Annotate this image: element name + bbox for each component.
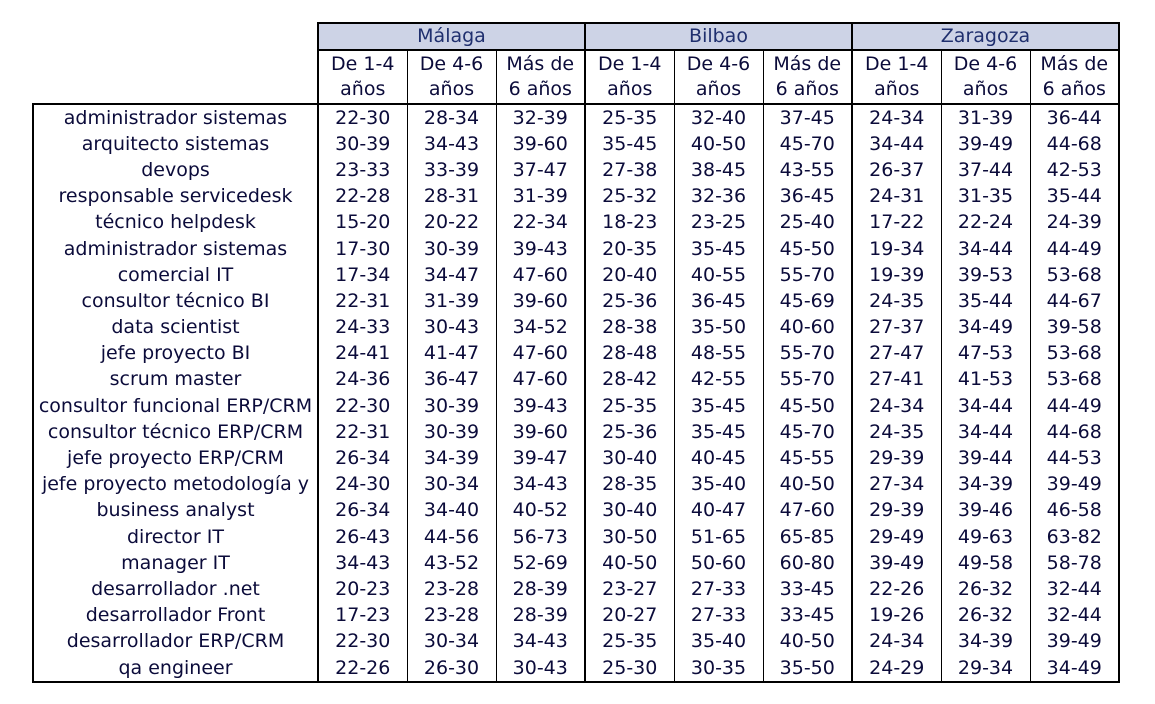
salary-range-cell: 33-45 xyxy=(763,603,852,629)
salary-range-cell: 45-70 xyxy=(763,131,852,157)
salary-range-cell: 60-80 xyxy=(763,550,852,576)
table-row xyxy=(33,315,1119,341)
role-name: comercial IT xyxy=(33,262,318,288)
salary-range-cell: 53-68 xyxy=(1030,262,1119,288)
salary-range-cell: 25-36 xyxy=(585,288,674,314)
salary-range-cell: 26-34 xyxy=(318,498,407,524)
salary-range-cell: 33-39 xyxy=(407,157,496,183)
table-row xyxy=(33,576,1119,602)
salary-range-cell: 44-49 xyxy=(1030,236,1119,262)
role-name: business analyst xyxy=(33,498,318,524)
role-name: manager IT xyxy=(33,550,318,576)
salary-range-cell: 26-32 xyxy=(941,603,1030,629)
salary-range-cell: 34-49 xyxy=(941,315,1030,341)
experience-range-label-line: Más de xyxy=(1040,53,1109,75)
table-row xyxy=(33,603,1119,629)
salary-range-cell: 42-53 xyxy=(1030,157,1119,183)
salary-range-cell: 35-44 xyxy=(1030,184,1119,210)
salary-range-cell: 18-23 xyxy=(585,210,674,236)
salary-range-cell: 28-35 xyxy=(585,472,674,498)
salary-range-cell: 45-69 xyxy=(763,288,852,314)
salary-range-cell: 32-39 xyxy=(496,104,585,131)
salary-range-cell: 34-49 xyxy=(1030,655,1119,682)
salary-range-cell: 30-43 xyxy=(496,655,585,682)
salary-range-cell: 22-31 xyxy=(318,288,407,314)
salary-range-cell: 30-34 xyxy=(407,472,496,498)
role-name: director IT xyxy=(33,524,318,550)
salary-range-cell: 24-29 xyxy=(852,655,941,682)
salary-range-cell: 31-39 xyxy=(407,288,496,314)
salary-range-cell: 34-44 xyxy=(941,393,1030,419)
salary-range-cell: 24-35 xyxy=(852,419,941,445)
salary-range-cell: 55-70 xyxy=(763,262,852,288)
salary-range-cell: 24-31 xyxy=(852,184,941,210)
salary-range-cell: 26-30 xyxy=(407,655,496,682)
salary-range-cell: 25-35 xyxy=(585,629,674,655)
salary-range-cell: 58-78 xyxy=(1030,550,1119,576)
salary-range-cell: 39-43 xyxy=(496,236,585,262)
salary-range-cell: 20-23 xyxy=(318,576,407,602)
salary-range-cell: 17-34 xyxy=(318,262,407,288)
salary-range-cell: 39-53 xyxy=(941,262,1030,288)
salary-range-cell: 37-44 xyxy=(941,157,1030,183)
experience-range-header xyxy=(941,50,1030,104)
table-row xyxy=(33,550,1119,576)
salary-range-cell: 36-45 xyxy=(763,184,852,210)
salary-range-cell: 39-60 xyxy=(496,419,585,445)
salary-range-cell: 23-33 xyxy=(318,157,407,183)
table-row xyxy=(33,524,1119,550)
city-header-row xyxy=(33,23,1119,50)
city-header-zaragoza: Zaragoza xyxy=(852,23,1119,50)
salary-range-cell: 50-60 xyxy=(674,550,763,576)
table-row xyxy=(33,184,1119,210)
salary-range-cell: 41-47 xyxy=(407,341,496,367)
experience-range-label-line: 6 años xyxy=(1042,78,1106,100)
role-name: desarrollador .net xyxy=(33,576,318,602)
salary-range-cell: 20-40 xyxy=(585,262,674,288)
table-row xyxy=(33,498,1119,524)
role-name: técnico helpdesk xyxy=(33,210,318,236)
salary-range-cell: 24-33 xyxy=(318,315,407,341)
salary-range-cell: 35-45 xyxy=(674,419,763,445)
salary-range-cell: 39-49 xyxy=(852,550,941,576)
salary-range-cell: 45-50 xyxy=(763,236,852,262)
role-name: administrador sistemas xyxy=(33,104,318,131)
salary-range-cell: 34-43 xyxy=(407,131,496,157)
table-row xyxy=(33,131,1119,157)
salary-range-cell: 34-44 xyxy=(941,419,1030,445)
salary-range-cell: 25-35 xyxy=(585,393,674,419)
salary-range-cell: 30-50 xyxy=(585,524,674,550)
salary-range-cell: 32-44 xyxy=(1030,576,1119,602)
table-row xyxy=(33,288,1119,314)
salary-range-cell: 22-31 xyxy=(318,419,407,445)
role-name: consultor funcional ERP/CRM xyxy=(33,393,318,419)
experience-range-label-line: De 4-6 xyxy=(419,53,484,75)
salary-range-cell: 36-47 xyxy=(407,367,496,393)
salary-range-cell: 24-34 xyxy=(852,393,941,419)
salary-range-cell: 39-49 xyxy=(1030,472,1119,498)
salary-range-cell: 25-30 xyxy=(585,655,674,682)
table-row xyxy=(33,210,1119,236)
salary-range-cell: 48-55 xyxy=(674,341,763,367)
salary-range-cell: 24-35 xyxy=(852,288,941,314)
experience-range-label-line: De 1-4 xyxy=(331,53,395,75)
salary-range-cell: 63-82 xyxy=(1030,524,1119,550)
salary-range-cell: 28-34 xyxy=(407,104,496,131)
experience-range-label-line: años xyxy=(428,78,475,100)
experience-range-label-line: De 4-6 xyxy=(953,53,1018,75)
salary-range-cell: 32-44 xyxy=(1030,603,1119,629)
salary-range-cell: 53-68 xyxy=(1030,341,1119,367)
experience-range-header xyxy=(496,50,585,104)
experience-range-header xyxy=(674,50,763,104)
salary-range-cell: 25-35 xyxy=(585,104,674,131)
salary-range-cell: 28-31 xyxy=(407,184,496,210)
table-row xyxy=(33,367,1119,393)
salary-range-cell: 27-38 xyxy=(585,157,674,183)
salary-range-cell: 20-27 xyxy=(585,603,674,629)
salary-range-cell: 17-30 xyxy=(318,236,407,262)
salary-range-cell: 30-39 xyxy=(407,236,496,262)
salary-range-cell: 17-22 xyxy=(852,210,941,236)
salary-range-cell: 40-60 xyxy=(763,315,852,341)
salary-range-cell: 28-39 xyxy=(496,576,585,602)
role-name: jefe proyecto metodología y xyxy=(33,472,318,498)
salary-range-cell: 25-40 xyxy=(763,210,852,236)
salary-range-cell: 55-70 xyxy=(763,341,852,367)
role-name: qa engineer xyxy=(33,655,318,682)
table-row xyxy=(33,157,1119,183)
salary-range-cell: 45-70 xyxy=(763,419,852,445)
salary-range-cell: 22-24 xyxy=(941,210,1030,236)
salary-range-cell: 39-58 xyxy=(1030,315,1119,341)
salary-range-cell: 44-53 xyxy=(1030,445,1119,471)
salary-range-cell: 30-35 xyxy=(674,655,763,682)
role-name: responsable servicedesk xyxy=(33,184,318,210)
salary-range-cell: 19-39 xyxy=(852,262,941,288)
role-name: scrum master xyxy=(33,367,318,393)
salary-range-cell: 41-53 xyxy=(941,367,1030,393)
salary-range-cell: 39-60 xyxy=(496,288,585,314)
experience-range-label-line: Más de xyxy=(773,53,842,75)
salary-range-cell: 30-34 xyxy=(407,629,496,655)
salary-range-cell: 25-32 xyxy=(585,184,674,210)
experience-range-label-line: años xyxy=(962,78,1009,100)
experience-range-header xyxy=(407,50,496,104)
salary-range-cell: 40-55 xyxy=(674,262,763,288)
salary-range-cell: 26-32 xyxy=(941,576,1030,602)
table-row xyxy=(33,419,1119,445)
salary-range-cell: 43-55 xyxy=(763,157,852,183)
experience-range-header xyxy=(852,50,941,104)
experience-range-label-line: años xyxy=(340,78,386,100)
salary-range-cell: 29-39 xyxy=(852,498,941,524)
salary-range-cell: 40-52 xyxy=(496,498,585,524)
salary-range-cell: 51-65 xyxy=(674,524,763,550)
experience-range-header xyxy=(763,50,852,104)
salary-range-cell: 27-47 xyxy=(852,341,941,367)
salary-range-cell: 23-28 xyxy=(407,603,496,629)
salary-range-cell: 15-20 xyxy=(318,210,407,236)
salary-range-cell: 34-52 xyxy=(496,315,585,341)
salary-range-cell: 20-22 xyxy=(407,210,496,236)
salary-range-cell: 55-70 xyxy=(763,367,852,393)
salary-range-cell: 34-43 xyxy=(496,629,585,655)
salary-range-cell: 42-55 xyxy=(674,367,763,393)
salary-range-cell: 34-43 xyxy=(318,550,407,576)
salary-range-cell: 31-39 xyxy=(496,184,585,210)
experience-range-label-line: años xyxy=(607,78,653,100)
table-row xyxy=(33,655,1119,682)
salary-range-cell: 35-45 xyxy=(585,131,674,157)
salary-range-cell: 32-40 xyxy=(674,104,763,131)
table-row xyxy=(33,472,1119,498)
salary-range-cell: 19-26 xyxy=(852,603,941,629)
salary-range-cell: 39-49 xyxy=(1030,629,1119,655)
salary-range-cell: 45-50 xyxy=(763,393,852,419)
experience-range-label-line: años xyxy=(695,78,742,100)
salary-range-cell: 27-33 xyxy=(674,603,763,629)
salary-range-cell: 27-37 xyxy=(852,315,941,341)
salary-range-cell: 39-47 xyxy=(496,445,585,471)
salary-range-cell: 47-60 xyxy=(763,498,852,524)
salary-range-cell: 35-40 xyxy=(674,472,763,498)
salary-range-cell: 24-30 xyxy=(318,472,407,498)
salary-range-cell: 47-60 xyxy=(496,341,585,367)
salary-range-cell: 40-47 xyxy=(674,498,763,524)
table-row xyxy=(33,341,1119,367)
table-row xyxy=(33,629,1119,655)
experience-range-label-line: De 1-4 xyxy=(865,53,929,75)
salary-range-cell: 22-30 xyxy=(318,393,407,419)
salary-range-cell: 44-68 xyxy=(1030,419,1119,445)
salary-range-cell: 35-50 xyxy=(674,315,763,341)
role-name: devops xyxy=(33,157,318,183)
role-name: jefe proyecto BI xyxy=(33,341,318,367)
salary-range-cell: 31-39 xyxy=(941,104,1030,131)
salary-range-cell: 34-39 xyxy=(941,472,1030,498)
salary-range-cell: 29-39 xyxy=(852,445,941,471)
salary-range-cell: 26-37 xyxy=(852,157,941,183)
role-name: jefe proyecto ERP/CRM xyxy=(33,445,318,471)
corner-cell xyxy=(33,23,318,50)
role-name: administrador sistemas xyxy=(33,236,318,262)
salary-range-cell: 56-73 xyxy=(496,524,585,550)
salary-range-cell: 22-30 xyxy=(318,104,407,131)
salary-range-cell: 47-60 xyxy=(496,367,585,393)
salary-range-cell: 26-34 xyxy=(318,445,407,471)
salary-range-cell: 27-33 xyxy=(674,576,763,602)
table-body xyxy=(33,104,1119,682)
salary-range-cell: 34-43 xyxy=(496,472,585,498)
salary-range-cell: 53-68 xyxy=(1030,367,1119,393)
experience-range-label-line: De 4-6 xyxy=(686,53,751,75)
salary-range-cell: 34-40 xyxy=(407,498,496,524)
salary-range-cell: 65-85 xyxy=(763,524,852,550)
table-row xyxy=(33,104,1119,131)
salary-range-cell: 32-36 xyxy=(674,184,763,210)
salary-range-cell: 35-40 xyxy=(674,629,763,655)
salary-range-cell: 28-42 xyxy=(585,367,674,393)
salary-range-cell: 22-26 xyxy=(318,655,407,682)
salary-range-cell: 36-45 xyxy=(674,288,763,314)
salary-range-cell: 34-44 xyxy=(941,236,1030,262)
experience-range-header xyxy=(318,50,407,104)
salary-range-cell: 30-39 xyxy=(407,419,496,445)
salary-range-cell: 23-25 xyxy=(674,210,763,236)
experience-range-label-line: años xyxy=(874,78,920,100)
salary-range-cell: 23-28 xyxy=(407,576,496,602)
salary-range-cell: 34-39 xyxy=(407,445,496,471)
table-row xyxy=(33,262,1119,288)
salary-range-cell: 44-67 xyxy=(1030,288,1119,314)
salary-range-cell: 31-35 xyxy=(941,184,1030,210)
salary-range-cell: 28-38 xyxy=(585,315,674,341)
salary-range-cell: 47-53 xyxy=(941,341,1030,367)
salary-range-cell: 19-34 xyxy=(852,236,941,262)
experience-header-row xyxy=(33,50,1119,104)
salary-range-cell: 30-40 xyxy=(585,498,674,524)
salary-range-cell: 24-34 xyxy=(852,629,941,655)
salary-range-cell: 44-56 xyxy=(407,524,496,550)
salary-range-cell: 25-36 xyxy=(585,419,674,445)
salary-range-cell: 36-44 xyxy=(1030,104,1119,131)
salary-range-cell: 44-68 xyxy=(1030,131,1119,157)
salary-range-cell: 24-41 xyxy=(318,341,407,367)
salary-range-cell: 49-63 xyxy=(941,524,1030,550)
salary-range-cell: 24-36 xyxy=(318,367,407,393)
salary-range-cell: 22-28 xyxy=(318,184,407,210)
salary-range-cell: 39-49 xyxy=(941,131,1030,157)
salary-range-cell: 44-49 xyxy=(1030,393,1119,419)
salary-range-cell: 30-39 xyxy=(318,131,407,157)
salary-range-cell: 30-39 xyxy=(407,393,496,419)
salary-range-cell: 22-26 xyxy=(852,576,941,602)
salary-range-cell: 40-50 xyxy=(674,131,763,157)
role-name: consultor técnico ERP/CRM xyxy=(33,419,318,445)
salary-range-cell: 23-27 xyxy=(585,576,674,602)
salary-range-cell: 49-58 xyxy=(941,550,1030,576)
salary-range-cell: 17-23 xyxy=(318,603,407,629)
salary-range-cell: 39-46 xyxy=(941,498,1030,524)
salary-range-cell: 26-43 xyxy=(318,524,407,550)
salary-range-cell: 38-45 xyxy=(674,157,763,183)
salary-range-cell: 46-58 xyxy=(1030,498,1119,524)
salary-range-cell: 52-69 xyxy=(496,550,585,576)
experience-range-label-line: De 1-4 xyxy=(598,53,662,75)
experience-range-label-line: Más de xyxy=(506,53,575,75)
salary-range-cell: 35-44 xyxy=(941,288,1030,314)
salary-range-cell: 40-50 xyxy=(763,472,852,498)
role-name: data scientist xyxy=(33,315,318,341)
salary-range-cell: 34-47 xyxy=(407,262,496,288)
city-header-bilbao: Bilbao xyxy=(585,23,852,50)
salary-range-cell: 22-34 xyxy=(496,210,585,236)
experience-range-header xyxy=(1030,50,1119,104)
salary-range-cell: 37-45 xyxy=(763,104,852,131)
salary-range-cell: 27-41 xyxy=(852,367,941,393)
salary-range-cell: 34-44 xyxy=(852,131,941,157)
salary-range-cell: 29-34 xyxy=(941,655,1030,682)
salary-range-cell: 40-50 xyxy=(763,629,852,655)
experience-range-label-line: 6 años xyxy=(775,78,839,100)
city-header-malaga: Málaga xyxy=(318,23,585,50)
salary-range-cell: 45-55 xyxy=(763,445,852,471)
salary-range-cell: 34-39 xyxy=(941,629,1030,655)
table-row xyxy=(33,393,1119,419)
role-name: desarrollador Front xyxy=(33,603,318,629)
corner-cell-sub xyxy=(33,50,318,104)
salary-range-cell: 30-43 xyxy=(407,315,496,341)
experience-range-header xyxy=(585,50,674,104)
salary-range-cell: 22-30 xyxy=(318,629,407,655)
role-name: consultor técnico BI xyxy=(33,288,318,314)
salary-range-cell: 35-45 xyxy=(674,236,763,262)
salary-range-cell: 33-45 xyxy=(763,576,852,602)
salary-range-cell: 39-43 xyxy=(496,393,585,419)
role-name: arquitecto sistemas xyxy=(33,131,318,157)
salary-range-cell: 30-40 xyxy=(585,445,674,471)
experience-range-label-line: 6 años xyxy=(508,78,572,100)
salary-range-cell: 39-60 xyxy=(496,131,585,157)
table-row xyxy=(33,236,1119,262)
salary-range-cell: 24-34 xyxy=(852,104,941,131)
salary-range-cell: 37-47 xyxy=(496,157,585,183)
salary-range-cell: 20-35 xyxy=(585,236,674,262)
salary-range-cell: 35-45 xyxy=(674,393,763,419)
salary-range-cell: 27-34 xyxy=(852,472,941,498)
salary-range-cell: 40-45 xyxy=(674,445,763,471)
salary-range-cell: 35-50 xyxy=(763,655,852,682)
salary-range-cell: 28-39 xyxy=(496,603,585,629)
salary-range-cell: 40-50 xyxy=(585,550,674,576)
salary-range-cell: 29-49 xyxy=(852,524,941,550)
salary-range-cell: 47-60 xyxy=(496,262,585,288)
table-row xyxy=(33,445,1119,471)
salary-table xyxy=(32,22,1120,683)
salary-range-cell: 43-52 xyxy=(407,550,496,576)
salary-range-cell: 39-44 xyxy=(941,445,1030,471)
salary-range-cell: 24-39 xyxy=(1030,210,1119,236)
salary-range-cell: 28-48 xyxy=(585,341,674,367)
role-name: desarrollador ERP/CRM xyxy=(33,629,318,655)
